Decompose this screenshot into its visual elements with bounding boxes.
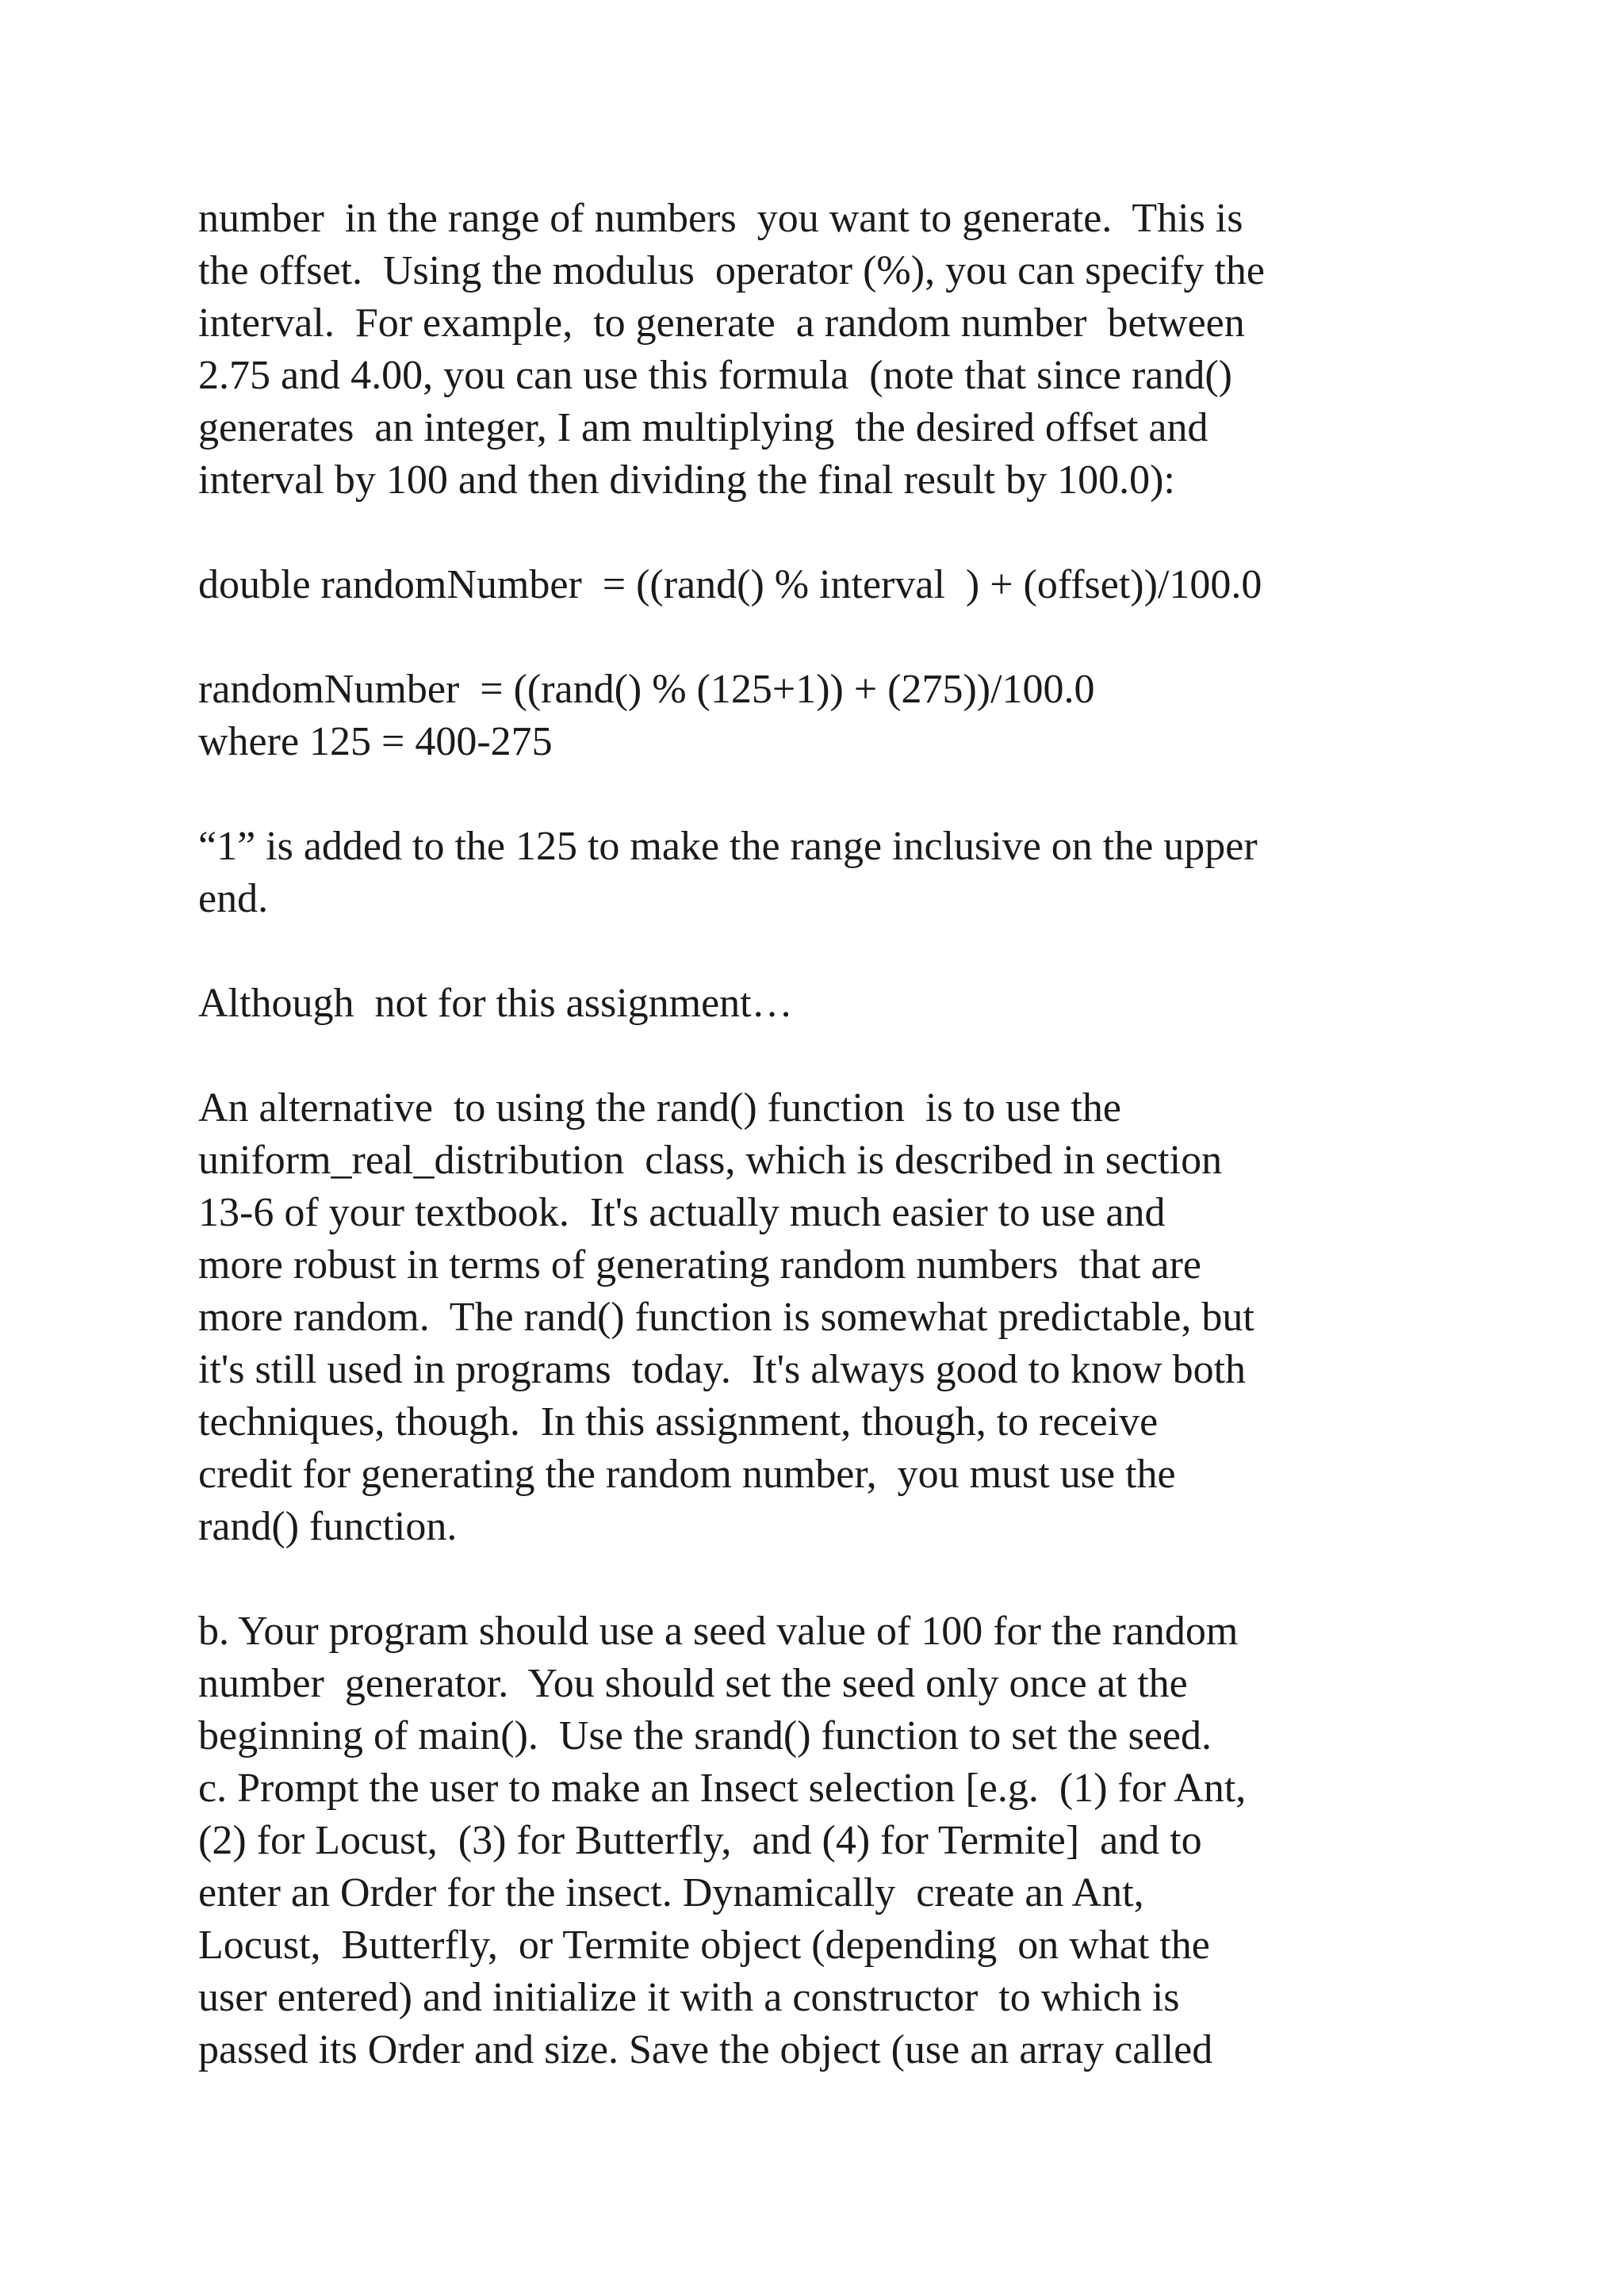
text-line: enter an Order for the insect. Dynamically create an Ant,	[198, 1870, 1144, 1915]
text-line: user entered) and initialize it with a constructor to which is	[198, 1975, 1180, 2020]
paragraph-gap	[198, 925, 1467, 978]
paragraph-gap	[198, 1553, 1467, 1605]
paragraph-gap	[198, 507, 1467, 559]
text-line: 13-6 of your textbook. It's actually much easier to use and	[198, 1190, 1166, 1235]
text-line: beginning of main(). Use the srand() function to set the seed.	[198, 1713, 1212, 1758]
document-body	[198, 193, 1467, 2076]
text-line: techniques, though. In this assignment, though, to receive	[198, 1399, 1159, 1445]
paragraph-gap	[198, 768, 1467, 821]
text-line: uniform_real_distribution class, which is described in section	[198, 1138, 1223, 1183]
text-line: rand() function.	[198, 1504, 458, 1549]
text-line: more robust in terms of generating random numbers that are	[198, 1242, 1201, 1288]
text-line: “1” is added to the 125 to make the range inclusive on the upper	[198, 824, 1258, 869]
text-line: the offset. Using the modulus operator (%), you can specify the	[198, 248, 1265, 293]
text-line: it's still used in programs today. It's always good to know both	[198, 1347, 1247, 1392]
text-line: interval. For example, to generate a random number between	[198, 300, 1245, 346]
text-line: Although not for this assignment…	[198, 981, 793, 1026]
text-line: end.	[198, 876, 269, 921]
text-line: (2) for Locust, (3) for Butterfly, and (4) for Termite] and to	[198, 1818, 1202, 1863]
text-line: credit for generating the random number, you must use the	[198, 1452, 1176, 1497]
text-line: number generator. You should set the seed only once at the	[198, 1661, 1188, 1706]
paragraph-gap	[198, 611, 1467, 664]
text-line: where 125 = 400-275	[198, 719, 553, 764]
text-line: 2.75 and 4.00, you can use this formula (note that since rand()	[198, 353, 1232, 398]
text-line: interval by 100 and then dividing the final result by 100.0):	[198, 457, 1175, 503]
text-line: b. Your program should use a seed value of 100 for the random	[198, 1609, 1239, 1654]
code-line: double randomNumber = ((rand() % interval ) + (offset))/100.0	[198, 562, 1262, 607]
paragraph-gap	[198, 1030, 1467, 1082]
text-line: more random. The rand() function is somewhat predictable, but	[198, 1295, 1254, 1340]
text-line: passed its Order and size. Save the object (use an array called	[198, 2027, 1213, 2072]
text-line: generates an integer, I am multiplying the desired offset and	[198, 405, 1208, 450]
text-line: Locust, Butterfly, or Termite object (depending on what the	[198, 1923, 1210, 1968]
code-line: randomNumber = ((rand() % (125+1)) + (275))/100.0	[198, 667, 1095, 712]
text-line: c. Prompt the user to make an Insect selection [e.g. (1) for Ant,	[198, 1766, 1247, 1811]
text-line: An alternative to using the rand() function is to use the	[198, 1085, 1121, 1131]
text-line: number in the range of numbers you want to generate. This is	[198, 196, 1243, 241]
